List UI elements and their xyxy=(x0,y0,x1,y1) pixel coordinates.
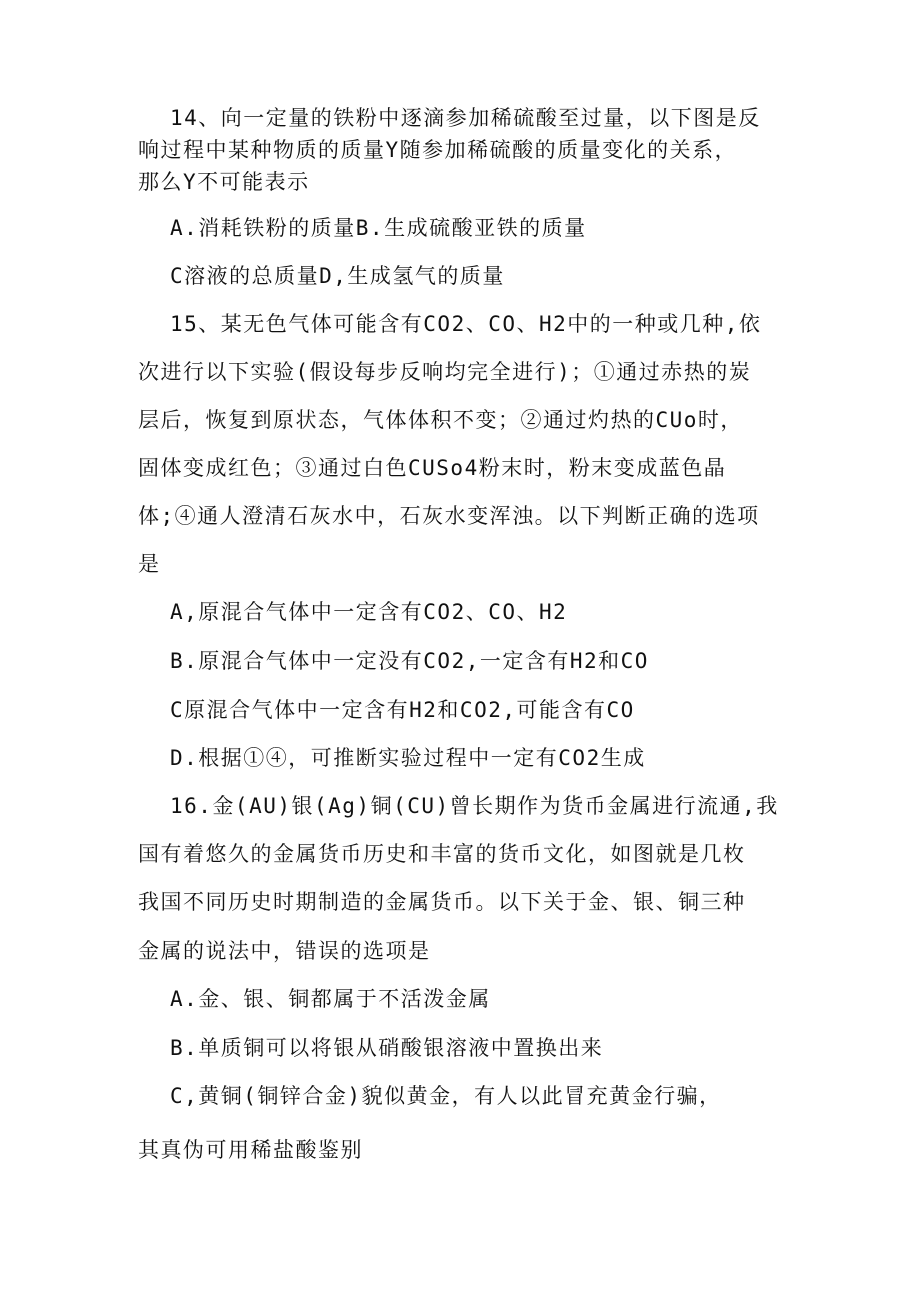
q15-stem-line-5: 体;④通人澄清石灰水中，石灰水变浑浊。以下判断正确的选项 xyxy=(138,504,760,528)
q15-option-b: B.原混合气体中一定没有CO2,一定含有H2和CO xyxy=(170,649,649,673)
q15-stem-line-1: 15、某无色气体可能含有CO2、CO、H2中的一种或几种,依 xyxy=(170,312,762,336)
q15-stem-line-3: 层后，恢复到原状态，气体体积不变；②通过灼热的CUo时， xyxy=(138,408,743,432)
q16-stem-line-3: 我国不同历史时期制造的金属货币。以下关于金、银、铜三种 xyxy=(138,890,746,914)
q15-option-d: D.根据①④，可推断实验过程中一定有CO2生成 xyxy=(170,746,646,770)
q16-stem-line-2: 国有着悠久的金属货币历史和丰富的货币文化，如图就是几枚 xyxy=(138,842,746,866)
q14-option-cd: C溶液的总质量D,生成氢气的质量 xyxy=(170,264,505,288)
q15-stem-line-2: 次进行以下实验(假设每步反响均完全进行)；①通过赤热的炭 xyxy=(138,360,752,384)
q14-stem-line-1: 14、向一定量的铁粉中逐滴参加稀硫酸至过量，以下图是反 xyxy=(170,106,761,130)
q16-option-c: C,黄铜(铜锌合金)貌似黄金，有人以此冒充黄金行骗， xyxy=(170,1084,722,1108)
q15-option-c: C原混合气体中一定含有H2和CO2,可能含有CO xyxy=(170,698,635,722)
q15-stem-line-6: 是 xyxy=(138,552,161,576)
q15-stem-line-4: 固体变成红色；③通过白色CUSo4粉末时，粉末变成蓝色晶 xyxy=(138,456,727,480)
q16-option-c-continuation: 其真伪可用稀盐酸鉴别 xyxy=(138,1138,363,1162)
q14-option-ab: A.消耗铁粉的质量B.生成硫酸亚铁的质量 xyxy=(170,216,587,240)
q14-stem-line-2: 响过程中某种物质的质量Y随参加稀硫酸的质量变化的关系， xyxy=(138,138,738,162)
q16-option-b: B.单质铜可以将银从硝酸银溶液中置换出来 xyxy=(170,1036,604,1060)
q14-stem-line-3: 那么Y不可能表示 xyxy=(138,170,310,194)
q15-option-a: A,原混合气体中一定含有CO2、CO、H2 xyxy=(170,600,568,624)
q16-stem-line-4: 金属的说法中，错误的选项是 xyxy=(138,939,431,963)
q16-option-a: A.金、银、铜都属于不活泼金属 xyxy=(170,987,491,1011)
q16-stem-line-1: 16.金(AU)银(Ag)铜(CU)曾长期作为货币金属进行流通,我 xyxy=(170,794,779,818)
